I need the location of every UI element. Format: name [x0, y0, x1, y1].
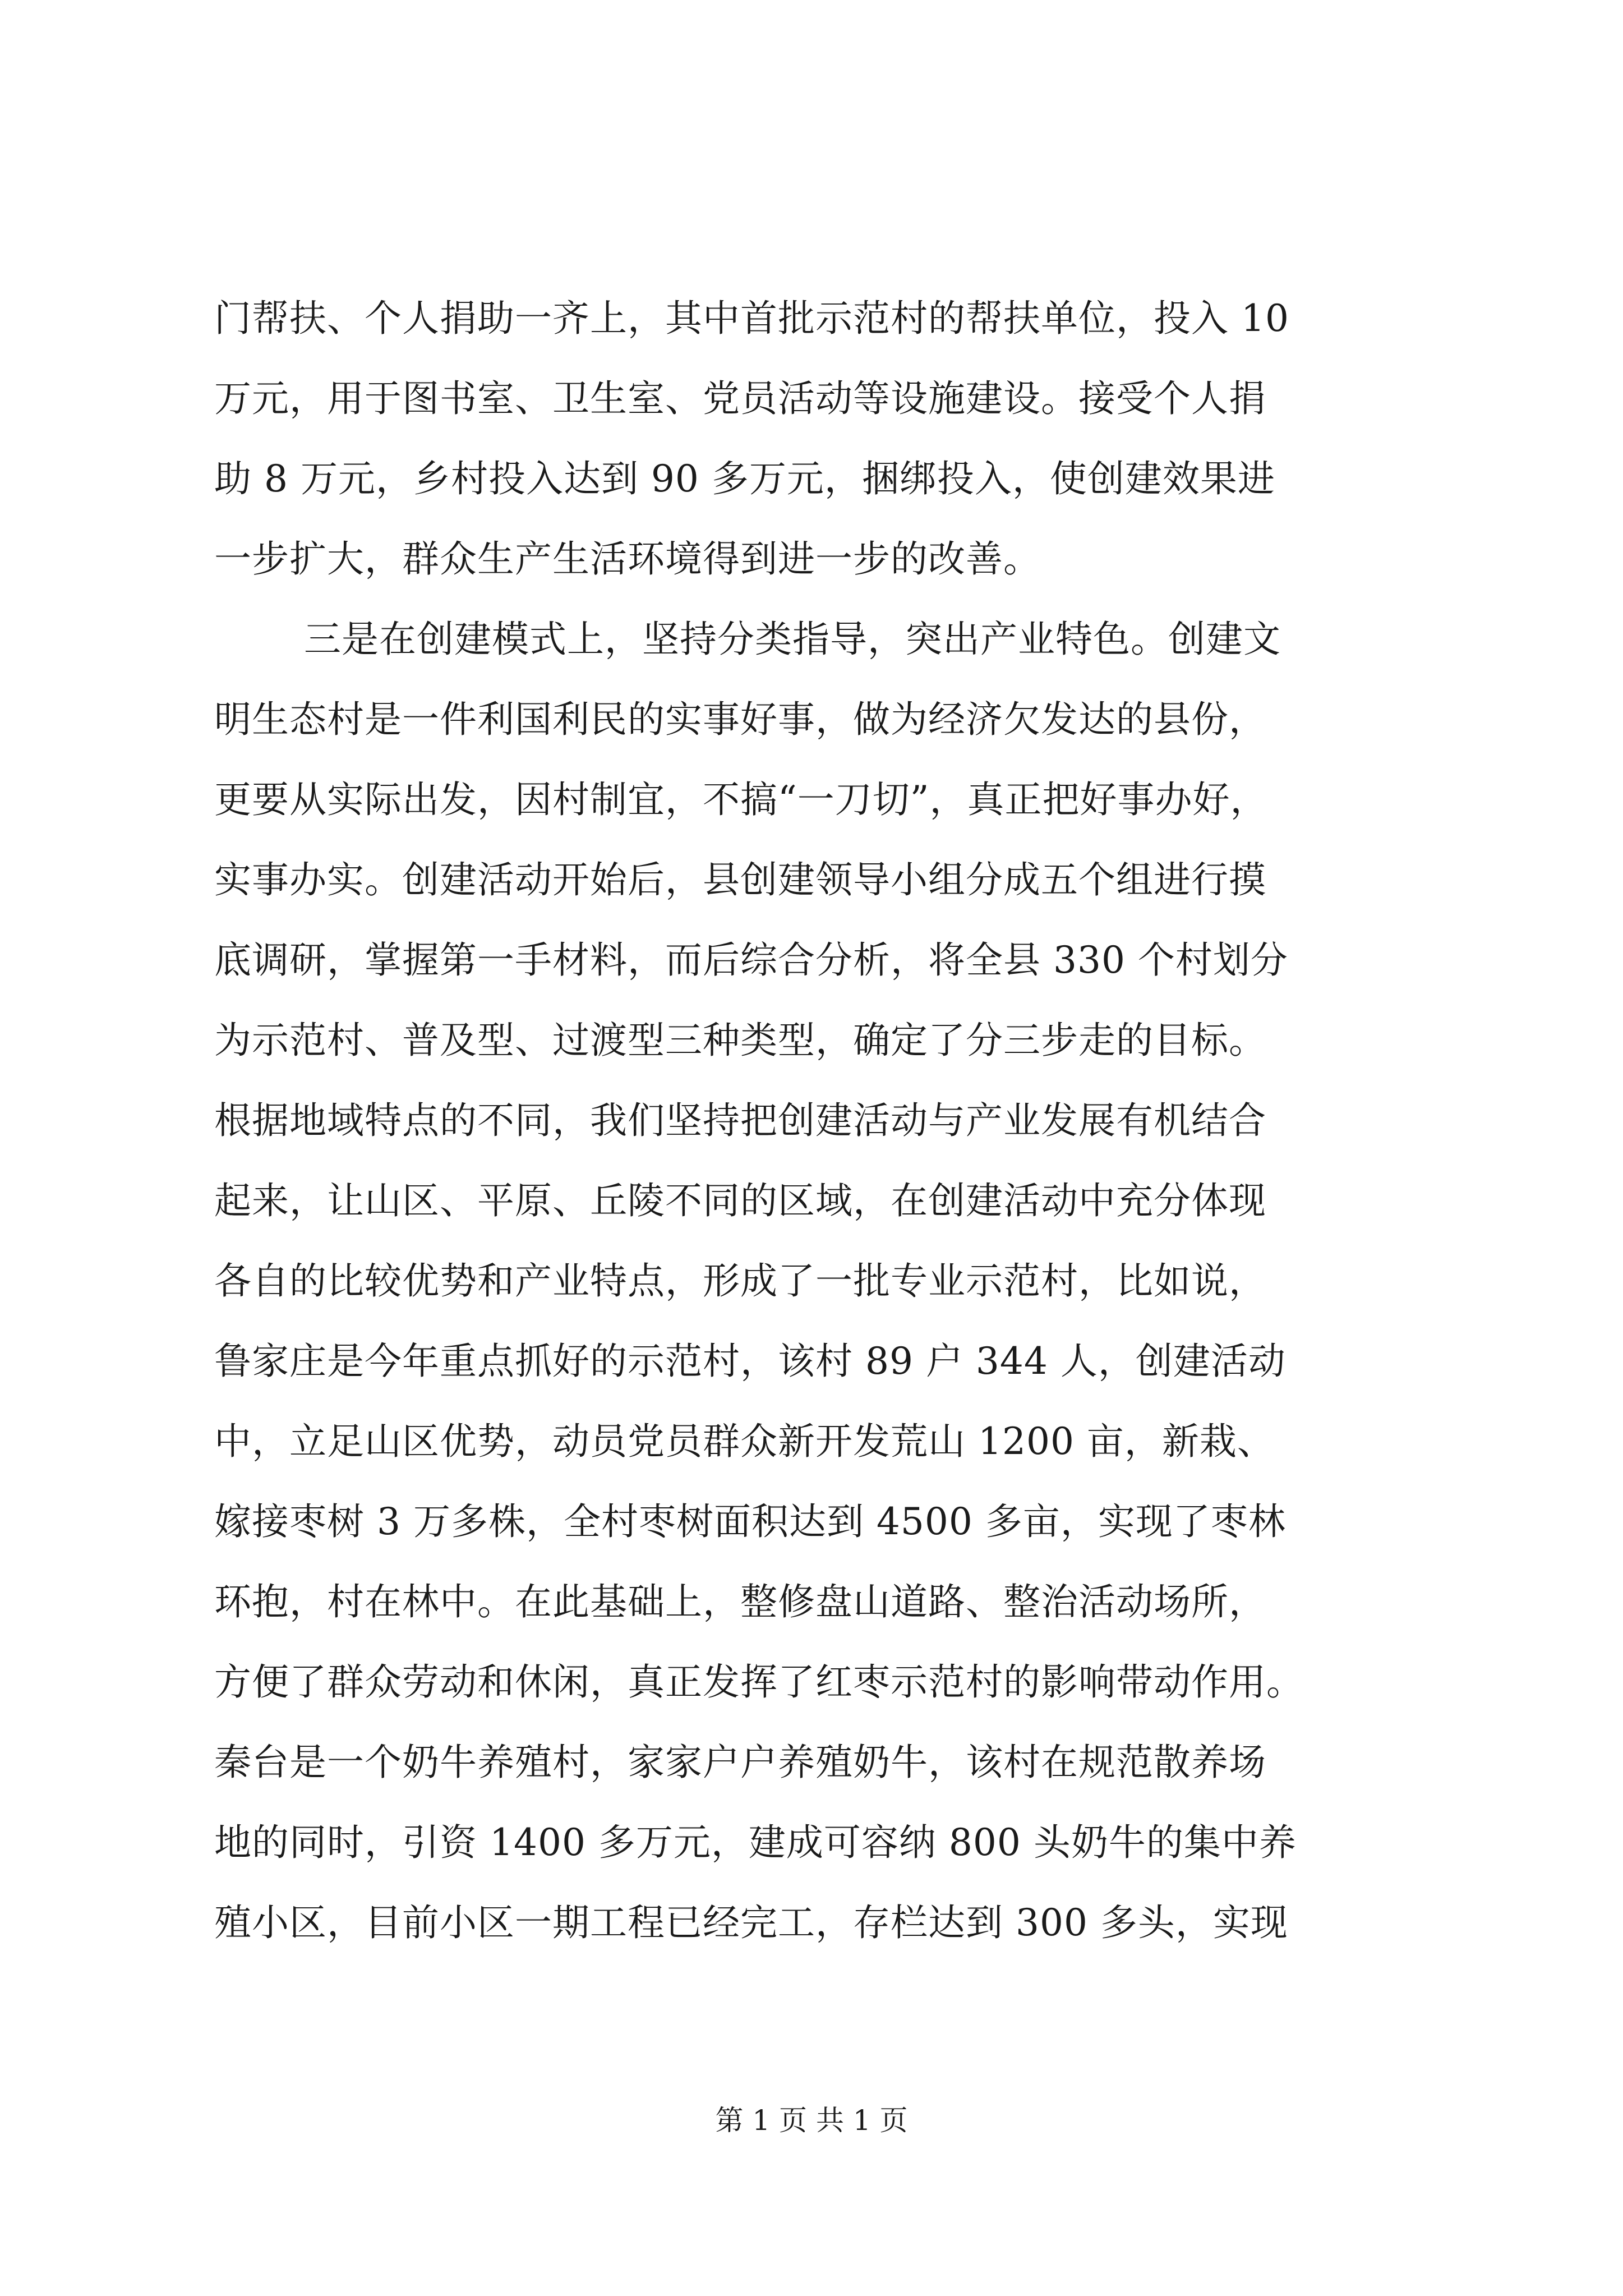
- text-line: 为示范村、普及型、过渡型三种类型，确定了分三步走的目标。: [214, 1019, 1266, 1062]
- text-line: 实事办实。创建活动开始后，县创建领导小组分成五个组进行摸: [214, 858, 1266, 901]
- text-line: 各自的比较优势和产业特点，形成了一批专业示范村，比如说，: [214, 1259, 1266, 1303]
- text-line: 环抱，村在林中。在此基础上，整修盘山道路、整治活动场所，: [214, 1580, 1266, 1623]
- text-line: 秦台是一个奶牛养殖村，家家户户养殖奶牛，该村在规范散养场: [214, 1741, 1266, 1784]
- text-line: 更要从实际出发，因村制宜，不搞“一刀切”，真正把好事办好，: [214, 778, 1268, 821]
- text-line: 门帮扶、个人捐助一齐上，其中首批示范村的帮扶单位，投入 10: [214, 297, 1289, 340]
- text-line: 起来，让山区、平原、丘陵不同的区域，在创建活动中充分体现: [214, 1179, 1266, 1222]
- text-line: 明生态村是一件利国利民的实事好事，做为经济欠发达的县份，: [214, 698, 1266, 741]
- text-line: 中，立足山区优势，动员党员群众新开发荒山 1200 亩，新栽、: [214, 1420, 1275, 1463]
- text-line: 底调研，掌握第一手材料，而后综合分析，将全县 330 个村划分: [214, 938, 1288, 982]
- text-line: 嫁接枣树 3 万多株，全村枣树面积达到 4500 多亩，实现了枣林: [214, 1500, 1286, 1543]
- text-line: 根据地域特点的不同，我们坚持把创建活动与产业发展有机结合: [214, 1099, 1266, 1142]
- text-line: 殖小区，目前小区一期工程已经完工，存栏达到 300 多头，实现: [214, 1901, 1288, 1944]
- text-line: 鲁家庄是今年重点抓好的示范村，该村 89 户 344 人，创建活动: [214, 1340, 1286, 1383]
- text-line: 万元，用于图书室、卫生室、党员活动等设施建设。接受个人捐: [214, 377, 1266, 420]
- page-footer: 第 1 页 共 1 页: [715, 2104, 908, 2137]
- text-line: 助 8 万元，乡村投入达到 90 多万元，捆绑投入，使创建效果进: [214, 457, 1275, 500]
- text-line: 方便了群众劳动和休闲，真正发挥了红枣示范村的影响带动作用。: [214, 1660, 1304, 1704]
- text-line: 地的同时，引资 1400 多万元，建成可容纳 800 头奶牛的集中养: [214, 1821, 1297, 1864]
- text-line: 一步扩大，群众生产生活环境得到进一步的改善。: [214, 537, 1041, 581]
- paragraph-start-line: 三是在创建模式上，坚持分类指导，突出产业特色。创建文: [304, 618, 1281, 661]
